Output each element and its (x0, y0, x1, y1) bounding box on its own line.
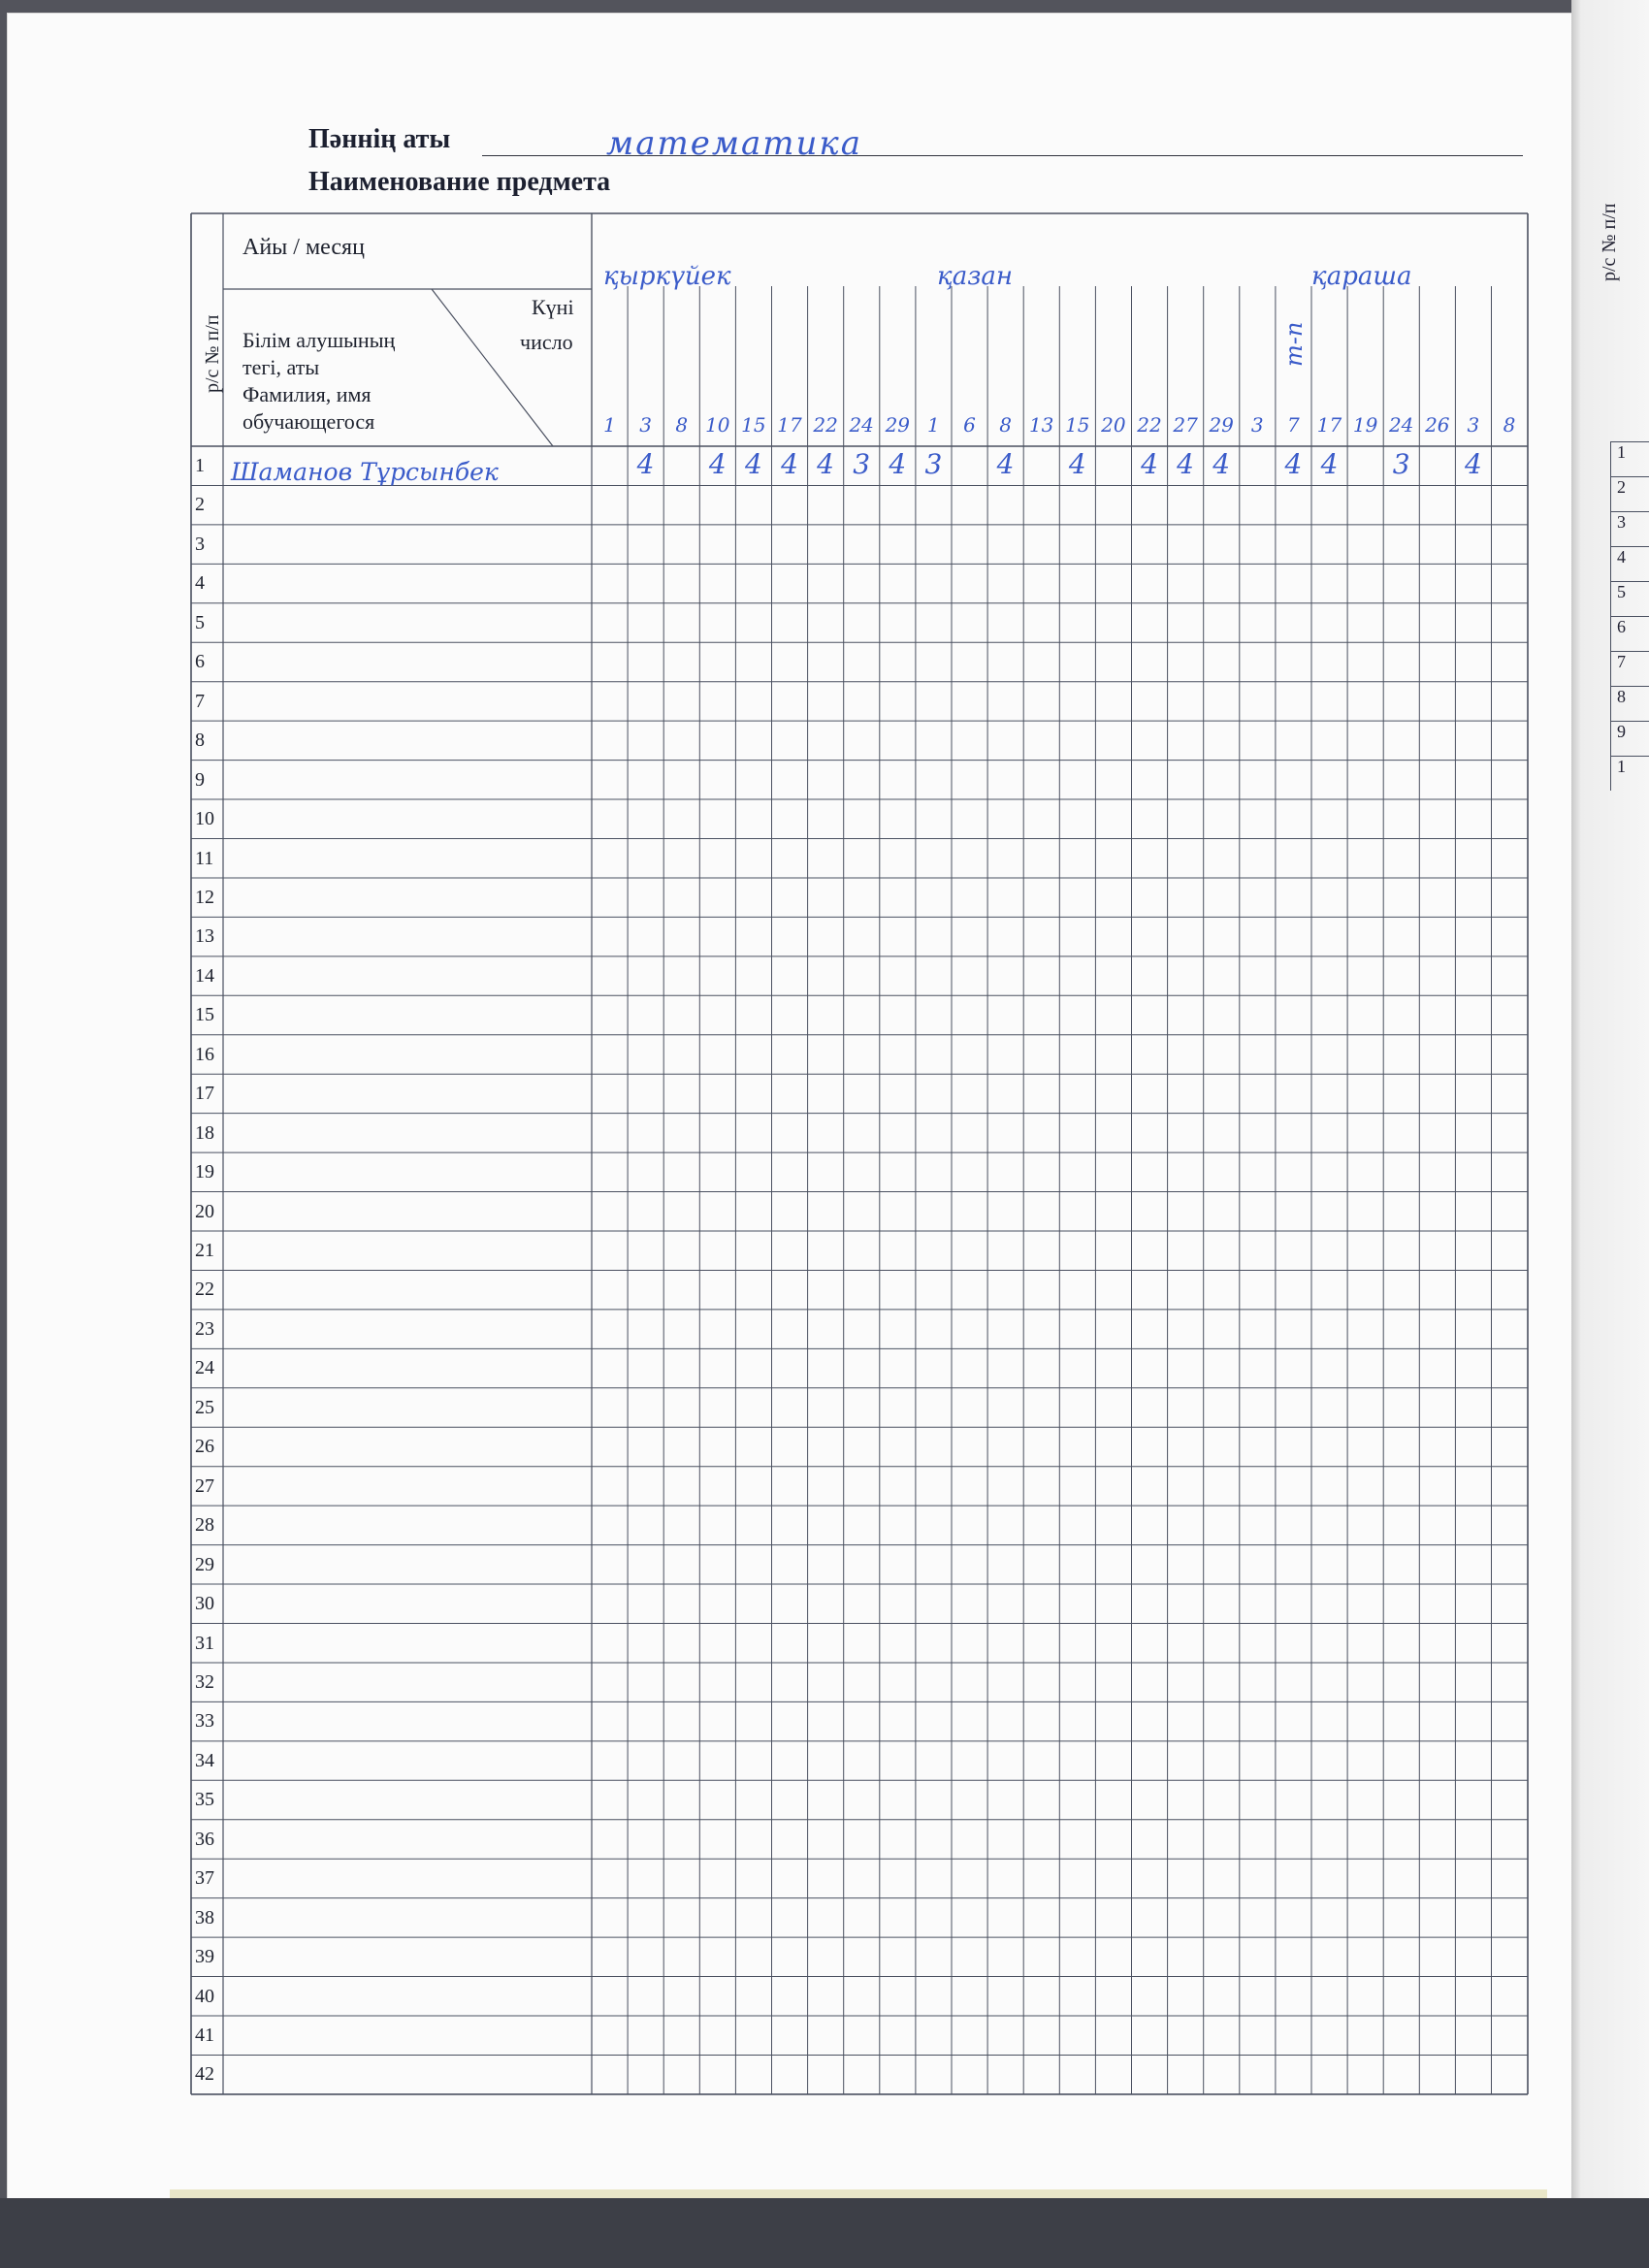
row-number: 5 (195, 611, 205, 633)
row-number: 20 (195, 1200, 214, 1222)
day-number: 3 (639, 413, 652, 437)
student-name-1: Шаманов Тұрсынбек (231, 458, 499, 486)
row-number: 25 (195, 1396, 214, 1418)
day-number: 6 (963, 413, 976, 437)
row-number: 1 (195, 455, 205, 476)
row-number: 6 (195, 651, 205, 673)
row-number: 3 (195, 533, 205, 555)
row-number: 41 (195, 2025, 214, 2046)
day-label-ru: число (520, 330, 573, 354)
day-label-kz: Күні (532, 295, 574, 319)
grade-mark: 4 (1320, 448, 1339, 480)
row-number: 8 (195, 729, 205, 752)
day-number: 8 (1503, 413, 1516, 437)
month-november: қараша (1311, 262, 1412, 291)
row-number: 12 (195, 886, 214, 908)
day-number: 15 (741, 413, 766, 437)
grade-mark: 3 (853, 448, 871, 480)
adjacent-row-number: 2 (1610, 476, 1649, 511)
row-number: 7 (195, 690, 205, 712)
grade-mark: 4 (1212, 448, 1231, 480)
row-number: 36 (195, 1828, 214, 1850)
day-number: 1 (603, 413, 616, 437)
day-number: 3 (1250, 413, 1264, 437)
subject-label-kz: Пәннің аты (308, 124, 451, 154)
month-label: Айы / месяц (242, 235, 365, 260)
corner-label: р/с № п/п (202, 314, 223, 393)
adjacent-row-number: 6 (1610, 616, 1649, 651)
grade-mark: 4 (744, 448, 762, 480)
row-number: 23 (195, 1317, 214, 1340)
day-number: 29 (885, 413, 911, 437)
handwritten-note: т-п (1280, 321, 1308, 367)
adjacent-row-number: 7 (1610, 651, 1649, 686)
row-number: 39 (195, 1946, 214, 1968)
grade-mark: 4 (708, 448, 727, 480)
day-number: 10 (705, 413, 730, 437)
adjacent-row-number: 4 (1610, 546, 1649, 581)
day-number: 8 (999, 413, 1012, 437)
grade-mark: 4 (889, 448, 907, 480)
grade-mark: 4 (636, 448, 655, 480)
day-number: 24 (849, 413, 874, 437)
row-number: 2 (195, 494, 205, 516)
row-number: 11 (195, 847, 214, 869)
day-number: 13 (1028, 413, 1054, 437)
row-number: 16 (195, 1043, 214, 1065)
grade-mark: 4 (1177, 448, 1194, 480)
row-number: 18 (195, 1121, 214, 1144)
subject-value: математика (606, 124, 862, 163)
name-label-ru-1: Фамилия, имя (242, 382, 372, 406)
row-number: 37 (195, 1867, 214, 1890)
adjacent-row-number: 3 (1610, 511, 1649, 546)
row-number: 28 (195, 1514, 214, 1537)
grade-mark: 4 (1464, 448, 1482, 480)
row-number: 27 (195, 1474, 214, 1497)
day-number: 29 (1209, 413, 1234, 437)
day-number: 3 (1467, 413, 1480, 437)
row-number: 30 (195, 1593, 214, 1615)
day-number: 8 (675, 413, 689, 437)
adjacent-page-header: р/с № п/п (1599, 203, 1620, 281)
day-number: 20 (1101, 413, 1126, 437)
row-number: 35 (195, 1789, 214, 1811)
day-number: 22 (1137, 413, 1162, 437)
day-number: 17 (777, 413, 802, 437)
day-number: 26 (1425, 413, 1450, 437)
row-number: 33 (195, 1710, 214, 1733)
day-number: 7 (1287, 413, 1300, 437)
adjacent-row-number: 9 (1610, 721, 1649, 756)
adjacent-row-number: 1 (1610, 441, 1649, 476)
row-number: 21 (195, 1240, 214, 1261)
day-number: 17 (1316, 413, 1342, 437)
month-september: қыркүйек (603, 262, 731, 291)
row-number: 17 (195, 1083, 214, 1105)
grade-mark: 3 (924, 448, 943, 480)
row-number: 22 (195, 1279, 214, 1301)
row-number: 42 (195, 2063, 214, 2086)
name-label-ru-2: обучающегося (242, 409, 375, 434)
day-number: 19 (1352, 413, 1378, 437)
day-number: 1 (927, 413, 940, 437)
adjacent-row-number: 8 (1610, 686, 1649, 721)
row-number: 15 (195, 1004, 214, 1026)
row-number: 29 (195, 1553, 214, 1575)
day-number: 24 (1388, 413, 1414, 437)
adjacent-row-number: 1 (1610, 756, 1649, 791)
day-number: 15 (1065, 413, 1090, 437)
grade-mark: 4 (781, 448, 798, 480)
row-number: 4 (195, 572, 205, 595)
name-label-kz-2: тегі, аты (242, 355, 320, 379)
row-number: 32 (195, 1670, 214, 1693)
day-number: 27 (1173, 413, 1198, 437)
row-number: 34 (195, 1749, 214, 1771)
row-number: 40 (195, 1985, 214, 2007)
adjacent-row-number: 5 (1610, 581, 1649, 616)
row-number: 10 (195, 808, 214, 830)
row-number: 9 (195, 768, 205, 791)
row-number: 19 (195, 1161, 214, 1183)
row-number: 24 (195, 1357, 214, 1379)
row-number: 13 (195, 925, 214, 948)
row-number: 26 (195, 1436, 214, 1458)
grade-mark: 4 (996, 448, 1015, 480)
grade-mark: 4 (817, 448, 834, 480)
grade-mark: 3 (1392, 448, 1410, 480)
grade-mark: 4 (1141, 448, 1158, 480)
subject-label-ru: Наименование предмета (308, 167, 611, 197)
month-october: қазан (937, 262, 1014, 291)
grade-mark: 4 (1284, 448, 1303, 480)
row-number: 31 (195, 1632, 214, 1654)
day-number: 22 (813, 413, 838, 437)
grade-mark: 4 (1068, 448, 1086, 480)
name-label-kz-1: Білім алушының (242, 328, 396, 352)
row-number: 38 (195, 1906, 214, 1928)
row-number: 14 (195, 964, 214, 987)
